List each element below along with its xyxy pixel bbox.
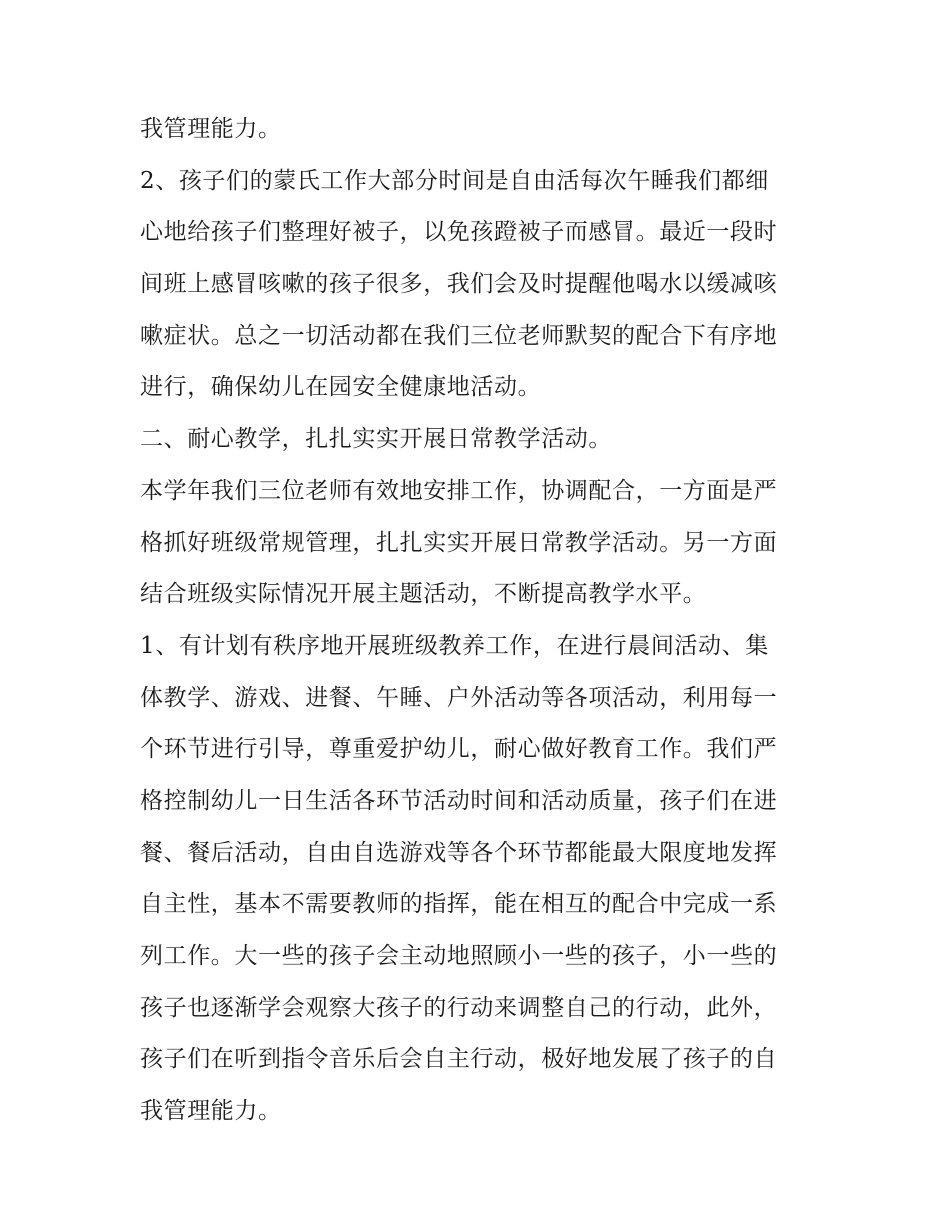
- text-line: 孩子们在听到指令音乐后会自主行动，极好地发展了孩子的自: [140, 1046, 778, 1073]
- text-line: 列工作。大一些的孩子会主动地照顾小一些的孩子，小一些的: [140, 943, 778, 969]
- text-line: 自主性，基本不需要教师的指挥，能在相互的配合中完成一系: [140, 891, 778, 918]
- text-line: 孩子也逐渐学会观察大孩子的行动来调整自己的行动，此外，: [140, 994, 778, 1021]
- text-line: 进行，确保幼儿在园安全健康地活动。: [140, 374, 542, 401]
- text-line: 本学年我们三位老师有效地安排工作，协调配合，一方面是严: [140, 477, 778, 504]
- text-line: 嗽症状。总之一切活动都在我们三位老师默契的配合下有序地: [140, 322, 778, 349]
- text-line: 格抓好班级常规管理，扎扎实实开展日常教学活动。另一方面: [140, 529, 778, 556]
- text-line: 1、有计划有秩序地开展班级教养工作，在进行晨间活动、集: [140, 632, 769, 659]
- text-line: 心地给孩子们整理好被子，以免孩蹬被子而感冒。最近一段时: [140, 219, 778, 246]
- section-heading: 二、耐心教学，扎扎实实开展日常教学活动。: [140, 426, 612, 453]
- text-line: 个环节进行引导，尊重爱护幼儿，耐心做好教育工作。我们严: [140, 736, 778, 763]
- text-line: 体教学、游戏、进餐、午睡、户外活动等各项活动，利用每一: [140, 684, 778, 711]
- body-text: [140, 104, 820, 1138]
- text-line: 我管理能力。: [140, 1098, 282, 1125]
- text-line: 餐、餐后活动，自由自选游戏等各个环节都能最大限度地发挥: [140, 839, 778, 866]
- text-line: 间班上感冒咳嗽的孩子很多，我们会及时提醒他喝水以缓减咳: [140, 271, 778, 298]
- text-line: 我管理能力。: [140, 116, 282, 142]
- text-line: 2、孩子们的蒙氏工作大部分时间是自由活每次午睡我们都细: [140, 167, 769, 194]
- text-line: 结合班级实际情况开展主题活动，不断提高教学水平。: [140, 581, 707, 608]
- text-line: 格控制幼儿一日生活各环节活动时间和活动质量，孩子们在进: [140, 787, 778, 814]
